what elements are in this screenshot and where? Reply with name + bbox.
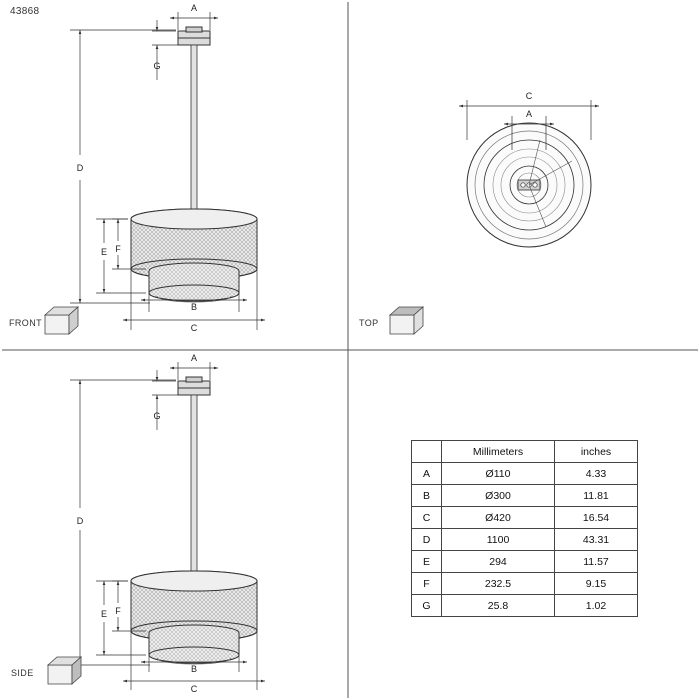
front-dim-a: A — [190, 3, 198, 13]
front-dim-e: E — [100, 247, 108, 257]
row-key: D — [412, 529, 442, 551]
row-mm: Ø110 — [442, 463, 555, 485]
table-row — [412, 485, 638, 507]
row-key: F — [412, 573, 442, 595]
row-key: A — [412, 463, 442, 485]
front-view — [70, 3, 265, 333]
view-label-front: FRONT — [9, 318, 42, 328]
front-dim-f: F — [115, 244, 121, 254]
row-in: 16.54 — [555, 507, 638, 529]
side-dim-g: G — [153, 411, 161, 421]
row-mm: 232.5 — [442, 573, 555, 595]
side-dim-e: E — [100, 609, 108, 619]
side-dim-d: D — [76, 516, 84, 526]
row-mm: 1100 — [442, 529, 555, 551]
table-row — [412, 551, 638, 573]
table-header-millimeters: Millimeters — [442, 441, 555, 463]
row-key: G — [412, 595, 442, 617]
top-dim-c: C — [525, 91, 533, 101]
front-dim-d: D — [76, 163, 84, 173]
row-in: 4.33 — [555, 463, 638, 485]
row-key: E — [412, 551, 442, 573]
table-row — [412, 507, 638, 529]
side-dim-a: A — [190, 353, 198, 363]
front-dim-g: G — [153, 61, 161, 71]
row-mm: Ø420 — [442, 507, 555, 529]
row-mm: 25.8 — [442, 595, 555, 617]
front-view-cube-icon — [45, 307, 78, 334]
top-view-cube-icon — [390, 307, 423, 334]
dimension-table — [411, 440, 638, 617]
side-dim-f: F — [115, 606, 121, 616]
row-mm: 294 — [442, 551, 555, 573]
part-number: 43868 — [10, 6, 40, 17]
front-dim-b: B — [190, 302, 198, 312]
side-dim-c: C — [190, 684, 198, 694]
table-header-key — [412, 441, 442, 463]
table-row — [412, 529, 638, 551]
table-row — [412, 573, 638, 595]
side-dim-b: B — [190, 664, 198, 674]
table-header-inches: inches — [555, 441, 638, 463]
row-in: 11.57 — [555, 551, 638, 573]
row-in: 9.15 — [555, 573, 638, 595]
top-view — [459, 91, 599, 247]
side-view — [70, 353, 265, 694]
front-dim-c: C — [190, 323, 198, 333]
table-row — [412, 463, 638, 485]
side-view-cube-icon — [48, 657, 81, 684]
view-label-side: SIDE — [11, 668, 34, 678]
row-in: 11.81 — [555, 485, 638, 507]
row-in: 1.02 — [555, 595, 638, 617]
row-key: C — [412, 507, 442, 529]
row-key: B — [412, 485, 442, 507]
top-dim-a: A — [525, 109, 533, 119]
table-header-row — [412, 441, 638, 463]
row-mm: Ø300 — [442, 485, 555, 507]
view-label-top: TOP — [359, 318, 379, 328]
table-row — [412, 595, 638, 617]
row-in: 43.31 — [555, 529, 638, 551]
